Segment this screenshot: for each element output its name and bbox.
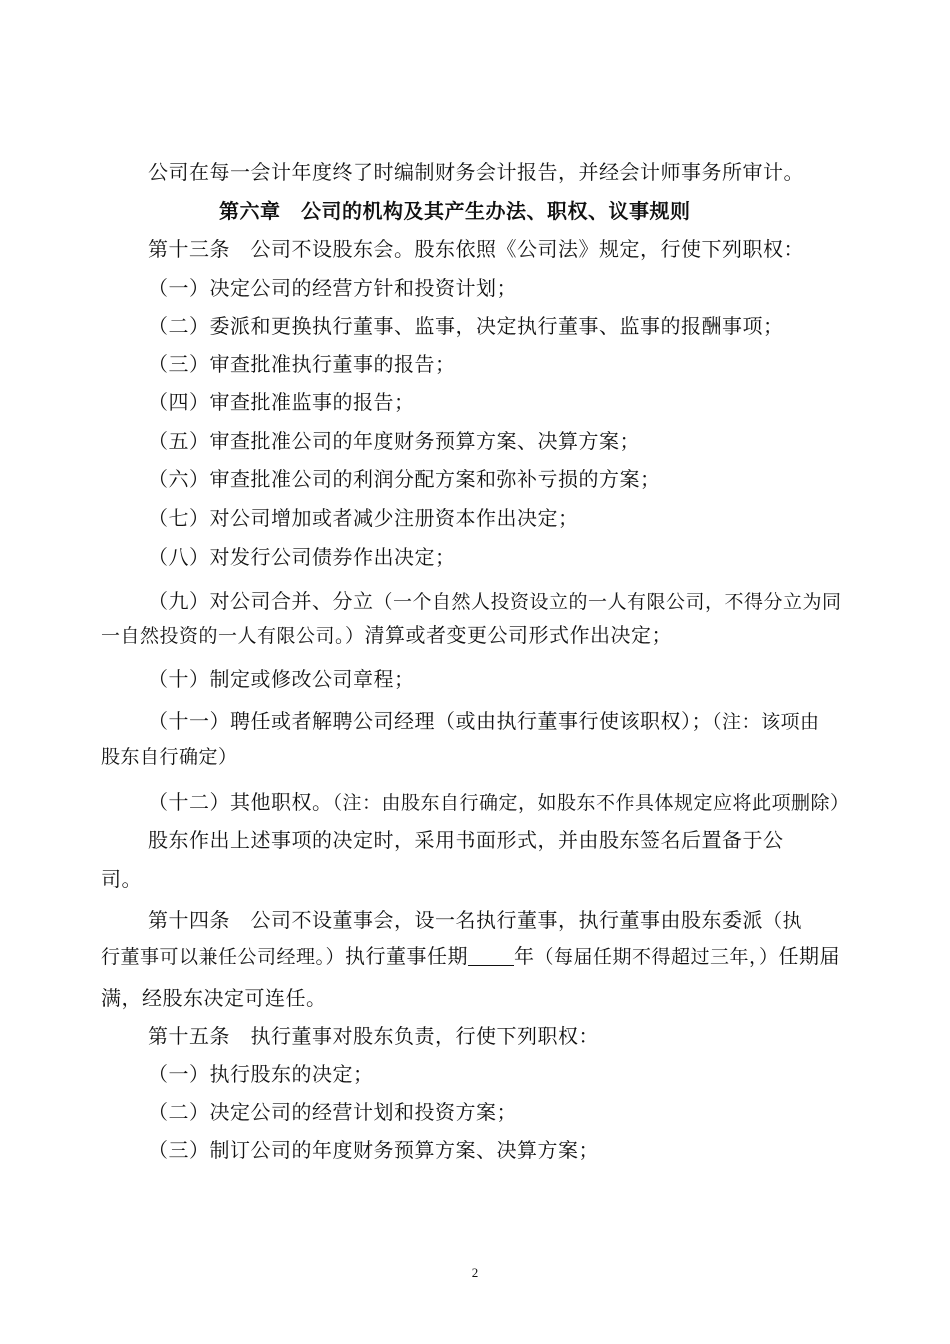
list-item: （三）制订公司的年度财务预算方案、决算方案； bbox=[148, 1138, 599, 1162]
article-14-continued bbox=[101, 942, 840, 971]
article-text: 任期届 bbox=[778, 944, 841, 968]
list-item: （二）委派和更换执行董事、监事，决定执行董事、监事的报酬事项； bbox=[148, 314, 784, 338]
list-item-9-continued bbox=[101, 621, 672, 650]
paragraph-financial-report: 公司在每一会计年度终了时编制财务会计报告，并经会计师事务所审计。 bbox=[148, 160, 804, 184]
editor-note: （一个自然人投资设立的一人有限公司，不得分立为同 bbox=[373, 591, 842, 613]
article-14-end: 满，经股东决定可连任。 bbox=[101, 986, 327, 1010]
list-item-text: （十一）聘任或者解聘公司经理（或由执行董事行使该职权）； bbox=[148, 709, 712, 733]
list-item-text: （九）对公司合并、分立 bbox=[148, 589, 374, 613]
list-item-12 bbox=[148, 788, 850, 817]
paragraph-decision: 股东作出上述事项的决定时，采用书面形式，并由股东签名后置备于公 bbox=[148, 828, 784, 852]
editor-note: （注：该项由 bbox=[712, 711, 820, 733]
term-years-blank[interactable] bbox=[468, 943, 514, 966]
editor-note: （每届任期不得超过三年，） bbox=[534, 946, 779, 968]
article-text: 执行董事任期 bbox=[345, 944, 469, 968]
editor-note: （注：由股东自行确定，如股东不作具体规定应将此项删除） bbox=[332, 792, 850, 814]
list-item: （一）执行股东的决定； bbox=[148, 1062, 374, 1086]
list-item: （四）审查批准监事的报告； bbox=[148, 390, 415, 414]
list-item-11 bbox=[148, 707, 820, 736]
paragraph-decision-continued: 司。 bbox=[101, 867, 142, 891]
editor-note: 一自然投资的一人有限公司。） bbox=[101, 625, 365, 647]
editor-note: 行董事可以兼任公司经理。） bbox=[101, 946, 346, 968]
editor-note: 股东自行确定） bbox=[101, 746, 238, 768]
article-text: 年 bbox=[514, 944, 535, 968]
list-item: （三）审查批准执行董事的报告； bbox=[148, 352, 456, 376]
list-item: （七）对公司增加或者减少注册资本作出决定； bbox=[148, 506, 579, 530]
article-text: 第十四条 公司不设董事会，设一名执行董事，执行董事由股东委派 bbox=[148, 908, 763, 932]
list-item: （二）决定公司的经营计划和投资方案； bbox=[148, 1100, 517, 1124]
chapter-heading: 第六章 公司的机构及其产生办法、职权、议事规则 bbox=[219, 199, 691, 223]
article-13: 第十三条 公司不设股东会。股东依照《公司法》规定，行使下列职权： bbox=[148, 237, 804, 261]
list-item: （六）审查批准公司的利润分配方案和弥补亏损的方案； bbox=[148, 467, 661, 491]
page-number: 2 bbox=[471, 1265, 479, 1280]
list-item: （十）制定或修改公司章程； bbox=[148, 667, 415, 691]
list-item: （八）对发行公司债券作出决定； bbox=[148, 545, 456, 569]
list-item-text: （十二）其他职权。 bbox=[148, 790, 333, 814]
list-item-9 bbox=[148, 587, 842, 616]
article-14 bbox=[148, 906, 802, 935]
article-15: 第十五条 执行董事对股东负责，行使下列职权： bbox=[148, 1024, 599, 1048]
list-item: （五）审查批准公司的年度财务预算方案、决算方案； bbox=[148, 429, 640, 453]
list-item-11-continued bbox=[101, 742, 238, 771]
list-item: （一）决定公司的经营方针和投资计划； bbox=[148, 276, 517, 300]
editor-note: （执 bbox=[763, 910, 803, 932]
list-item-text: 清算或者变更公司形式作出决定； bbox=[364, 623, 673, 647]
